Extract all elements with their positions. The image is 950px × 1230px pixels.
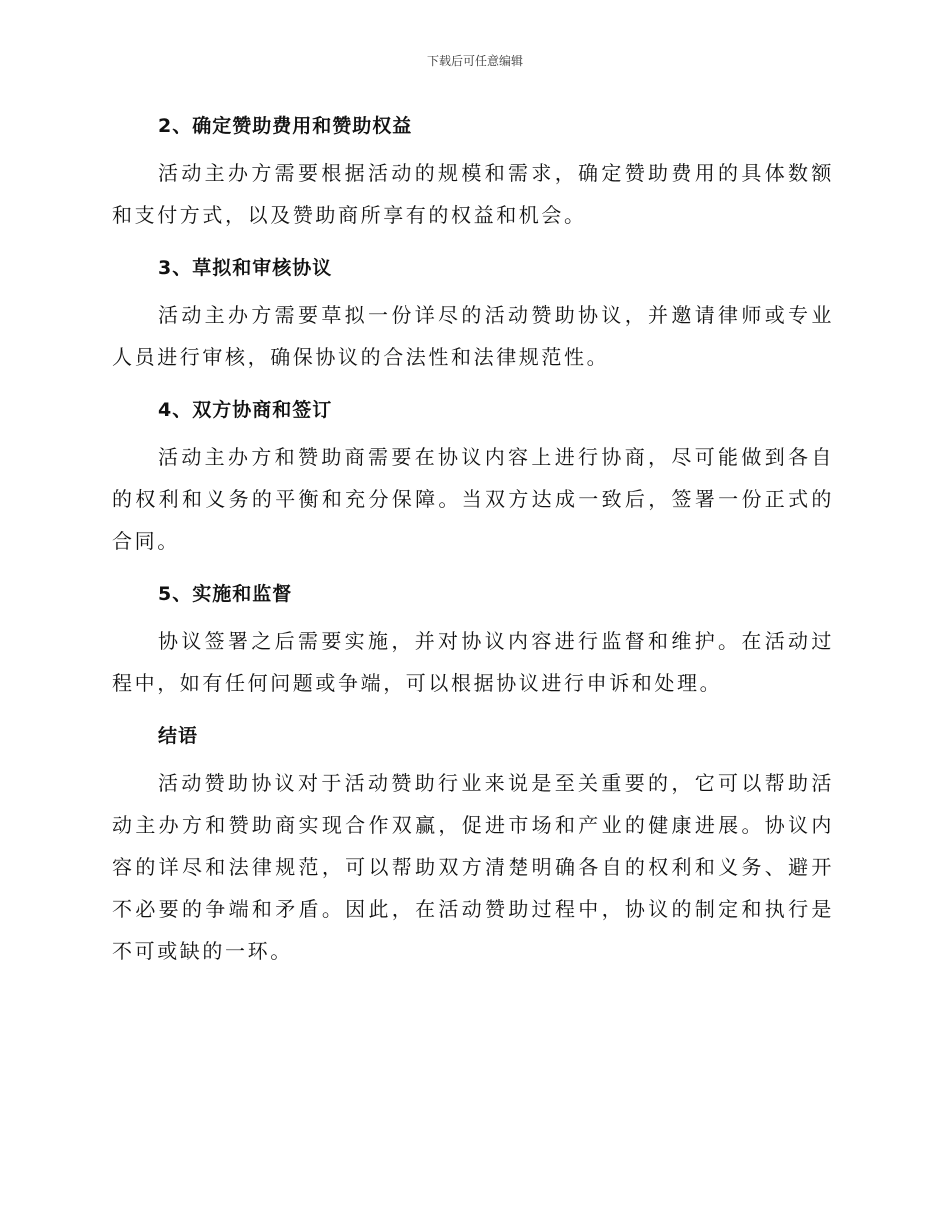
section-paragraph: 活动赞助协议对于活动赞助行业来说是至关重要的，它可以帮助活动主办方和赞助商实现合作双赢，促进市场和产业的健康进展。协议内容的详尽和法律规范，可以帮助双方清楚明确各自的权利和义务、避开不必要的争端和矛盾。因此，在活动赞助过程中，协议的制定和执行是不可或缺的一环。 [112,771,834,963]
section-heading: 5、实施和监督 [158,583,293,605]
section-paragraph: 活动主办方需要草拟一份详尽的活动赞助协议，并邀请律师或专业人员进行审核，确保协议的合法性和法律规范性。 [112,303,834,369]
section-implement-supervise [112,580,834,704]
section-draft-review [112,254,834,378]
page-header-note: 下载后可任意编辑 [426,54,523,68]
section-negotiate-sign [112,396,834,562]
section-conclusion [112,722,834,972]
section-heading: 4、双方协商和签订 [158,399,333,421]
section-paragraph: 活动主办方和赞助商需要在协议内容上进行协商，尽可能做到各自的权利和义务的平衡和充分保障。当双方达成一致后，签署一份正式的合同。 [112,445,834,553]
section-heading: 2、确定赞助费用和赞助权益 [158,115,413,137]
section-heading: 结语 [158,725,199,747]
section-sponsorship-fees [112,112,834,236]
section-paragraph: 活动主办方需要根据活动的规模和需求，确定赞助费用的具体数额和支付方式，以及赞助商所享有的权益和机会。 [112,161,834,227]
document-body [112,112,834,990]
section-paragraph: 协议签署之后需要实施，并对协议内容进行监督和维护。在活动过程中，如有任何问题或争端，可以根据协议进行申诉和处理。 [112,629,834,695]
section-heading: 3、草拟和审核协议 [158,257,333,279]
